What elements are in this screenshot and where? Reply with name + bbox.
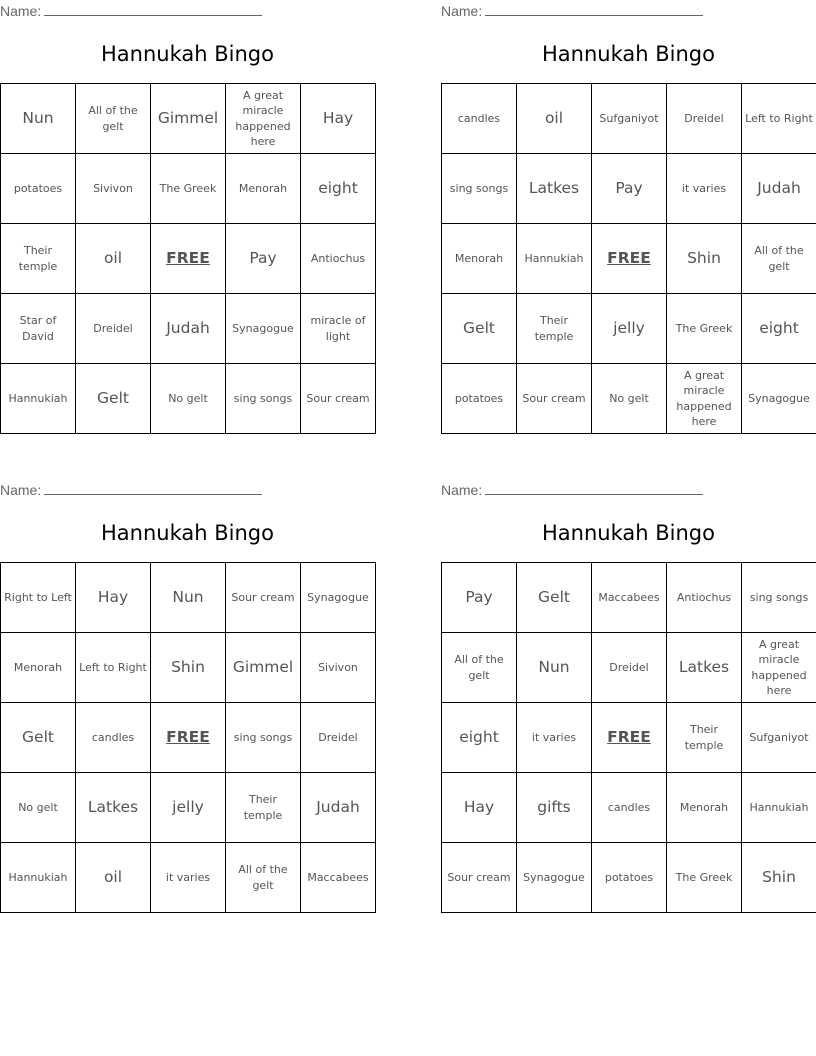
name-blank-line[interactable]	[44, 481, 262, 495]
bingo-cell: Nun	[151, 563, 226, 633]
bingo-cell: Hannukiah	[742, 773, 816, 843]
bingo-cell: Right to Left	[1, 563, 76, 633]
bingo-free-space: FREE	[151, 224, 226, 294]
bingo-cell: potatoes	[592, 843, 667, 913]
bingo-cell: Antiochus	[301, 224, 376, 294]
bingo-row	[1, 364, 376, 434]
bingo-cell: Sour cream	[517, 364, 592, 434]
bingo-cell: Gelt	[517, 563, 592, 633]
bingo-cell: Their temple	[517, 294, 592, 364]
bingo-cell: All of the gelt	[76, 84, 151, 154]
bingo-row	[1, 154, 376, 224]
bingo-row	[1, 224, 376, 294]
bingo-cell: Menorah	[226, 154, 301, 224]
bingo-cell: No gelt	[151, 364, 226, 434]
bingo-cell: Shin	[742, 843, 816, 913]
bingo-cell: jelly	[592, 294, 667, 364]
bingo-cell: sing songs	[442, 154, 517, 224]
bingo-cell: Star of David	[1, 294, 76, 364]
bingo-cell: Synagogue	[301, 563, 376, 633]
bingo-cell: eight	[742, 294, 816, 364]
bingo-row	[442, 84, 816, 154]
bingo-cell: The Greek	[667, 294, 742, 364]
bingo-cell: eight	[301, 154, 376, 224]
bingo-cell: Dreidel	[592, 633, 667, 703]
bingo-cell: Pay	[592, 154, 667, 224]
bingo-cell: Latkes	[76, 773, 151, 843]
bingo-row	[442, 703, 816, 773]
bingo-cell: Gelt	[442, 294, 517, 364]
bingo-cell: it varies	[151, 843, 226, 913]
bingo-cell: Hay	[301, 84, 376, 154]
bingo-cell: Judah	[742, 154, 816, 224]
bingo-row	[442, 224, 816, 294]
bingo-grid	[441, 83, 816, 434]
bingo-cell: Latkes	[667, 633, 742, 703]
bingo-cell: Dreidel	[667, 84, 742, 154]
name-field[interactable]	[0, 481, 262, 498]
bingo-cell: Shin	[667, 224, 742, 294]
bingo-row	[1, 843, 376, 913]
bingo-row	[442, 633, 816, 703]
bingo-cell: A great miracle happened here	[742, 633, 816, 703]
bingo-row	[1, 563, 376, 633]
bingo-cell: Gelt	[76, 364, 151, 434]
bingo-cell: miracle of light	[301, 294, 376, 364]
bingo-cell: Their temple	[1, 224, 76, 294]
bingo-cell: Nun	[1, 84, 76, 154]
bingo-cell: sing songs	[742, 563, 816, 633]
bingo-free-space: FREE	[151, 703, 226, 773]
bingo-cell: All of the gelt	[226, 843, 301, 913]
bingo-cell: A great miracle happened here	[667, 364, 742, 434]
bingo-cell: Hannukiah	[1, 843, 76, 913]
bingo-cell: Nun	[517, 633, 592, 703]
bingo-grid	[0, 562, 376, 913]
bingo-cell: Hay	[442, 773, 517, 843]
bingo-row	[442, 773, 816, 843]
bingo-cell: sing songs	[226, 364, 301, 434]
bingo-cell: Sour cream	[301, 364, 376, 434]
bingo-cell: Sufganiyot	[592, 84, 667, 154]
bingo-cell: Judah	[151, 294, 226, 364]
bingo-cell: All of the gelt	[442, 633, 517, 703]
bingo-grid	[441, 562, 816, 913]
bingo-cell: The Greek	[667, 843, 742, 913]
bingo-cell: Hannukiah	[517, 224, 592, 294]
bingo-cell: The Greek	[151, 154, 226, 224]
bingo-row	[442, 364, 816, 434]
name-blank-line[interactable]	[44, 2, 262, 16]
bingo-cell: Latkes	[517, 154, 592, 224]
name-label: Name:	[441, 482, 483, 498]
bingo-cell: Left to Right	[76, 633, 151, 703]
bingo-cell: sing songs	[226, 703, 301, 773]
bingo-cell: it varies	[517, 703, 592, 773]
bingo-cell: jelly	[151, 773, 226, 843]
bingo-cell: A great miracle happened here	[226, 84, 301, 154]
bingo-cell: Menorah	[1, 633, 76, 703]
bingo-row	[1, 84, 376, 154]
bingo-row	[442, 843, 816, 913]
bingo-cell: potatoes	[442, 364, 517, 434]
bingo-cell: Gelt	[1, 703, 76, 773]
bingo-cell: No gelt	[592, 364, 667, 434]
bingo-cell: Sour cream	[226, 563, 301, 633]
bingo-cell: Synagogue	[226, 294, 301, 364]
card-title: Hannukah Bingo	[542, 42, 715, 66]
bingo-cell: Pay	[442, 563, 517, 633]
bingo-cell: candles	[592, 773, 667, 843]
bingo-cell: Synagogue	[517, 843, 592, 913]
bingo-free-space: FREE	[592, 703, 667, 773]
bingo-row	[442, 563, 816, 633]
bingo-cell: No gelt	[1, 773, 76, 843]
bingo-cell: Gimmel	[226, 633, 301, 703]
name-field[interactable]	[441, 481, 703, 498]
bingo-cell: Menorah	[442, 224, 517, 294]
bingo-cell: Left to Right	[742, 84, 816, 154]
bingo-row	[1, 294, 376, 364]
name-field[interactable]	[441, 2, 703, 19]
name-blank-line[interactable]	[485, 481, 703, 495]
bingo-cell: Maccabees	[592, 563, 667, 633]
bingo-cell: Synagogue	[742, 364, 816, 434]
bingo-cell: Hay	[76, 563, 151, 633]
bingo-cell: All of the gelt	[742, 224, 816, 294]
bingo-cell: it varies	[667, 154, 742, 224]
bingo-cell: Menorah	[667, 773, 742, 843]
name-label: Name:	[0, 482, 42, 498]
bingo-cell: candles	[442, 84, 517, 154]
bingo-row	[442, 154, 816, 224]
bingo-cell: Pay	[226, 224, 301, 294]
bingo-cell: potatoes	[1, 154, 76, 224]
bingo-free-space: FREE	[592, 224, 667, 294]
bingo-cell: Dreidel	[301, 703, 376, 773]
card-title: Hannukah Bingo	[101, 521, 274, 545]
name-label: Name:	[441, 3, 483, 19]
bingo-row	[1, 633, 376, 703]
bingo-cell: gifts	[517, 773, 592, 843]
bingo-row	[1, 773, 376, 843]
bingo-cell: oil	[517, 84, 592, 154]
bingo-cell: oil	[76, 224, 151, 294]
bingo-cell: Their temple	[667, 703, 742, 773]
bingo-cell: Sivivon	[76, 154, 151, 224]
bingo-cell: Sivivon	[301, 633, 376, 703]
bingo-cell: Judah	[301, 773, 376, 843]
bingo-cell: Dreidel	[76, 294, 151, 364]
bingo-cell: Hannukiah	[1, 364, 76, 434]
bingo-cell: Shin	[151, 633, 226, 703]
name-field[interactable]	[0, 2, 262, 19]
name-label: Name:	[0, 3, 42, 19]
bingo-grid	[0, 83, 376, 434]
bingo-cell: Antiochus	[667, 563, 742, 633]
bingo-cell: Their temple	[226, 773, 301, 843]
bingo-cell: oil	[76, 843, 151, 913]
bingo-row	[442, 294, 816, 364]
bingo-cell: Maccabees	[301, 843, 376, 913]
bingo-cell: Sufganiyot	[742, 703, 816, 773]
bingo-row	[1, 703, 376, 773]
bingo-cell: Gimmel	[151, 84, 226, 154]
name-blank-line[interactable]	[485, 2, 703, 16]
bingo-cell: eight	[442, 703, 517, 773]
card-title: Hannukah Bingo	[542, 521, 715, 545]
card-title: Hannukah Bingo	[101, 42, 274, 66]
bingo-cell: Sour cream	[442, 843, 517, 913]
bingo-cell: candles	[76, 703, 151, 773]
